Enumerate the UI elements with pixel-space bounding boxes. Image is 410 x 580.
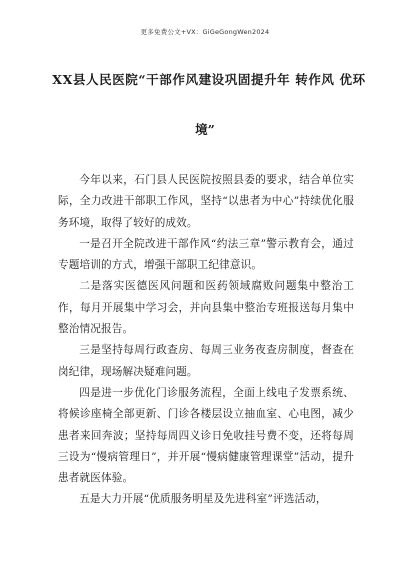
paragraph-item-4: 四是进一步优化门诊服务流程，全面上线电子发票系统、将候诊座椅全部更新、门诊各楼层设立抽血室、心电图，减少患者来回奔波；坚持每周四义诊日免收挂号费不变，还将每周三设为“慢病管理日”，并开展“慢病健康管理课堂”活动，提升患者就医体验。: [58, 386, 354, 485]
paragraph-item-2: 二是落实医德医风问题和医药领域腐败问题集中整治工作，每月开展集中学习会，并向县集中整治专班报送每月集中整治情况报告。: [58, 280, 354, 336]
header-note: 更多免费公文+VX：GiGeGongWen2024: [140, 28, 270, 36]
paragraph-item-3: 三是坚持每周行政查房、每周三业务夜查房制度，督查在岗纪律，现场解决疑难问题。: [58, 344, 354, 378]
paragraph-intro: 今年以来，石门县人民医院按照县委的要求，结合单位实际，全力改进干部职工作风，坚持“以患者为中心”持续优化服务环境，取得了较好的成效。: [58, 174, 354, 229]
document-body: [58, 170, 354, 511]
paragraph-item-1: 一是召开全院改进干部作风“约法三章”警示教育会，通过专题培训的方式，增强干部职工纪律意识。: [58, 237, 354, 272]
paragraph-item-5: 五是大力开展“优质服务明星及先进科室”评选活动，: [79, 493, 327, 506]
document-title-line-2: 境”: [195, 122, 215, 137]
document-title-line-1: XX县人民医院“干部作风建设巩固提升年 转作风 优环: [52, 72, 366, 87]
